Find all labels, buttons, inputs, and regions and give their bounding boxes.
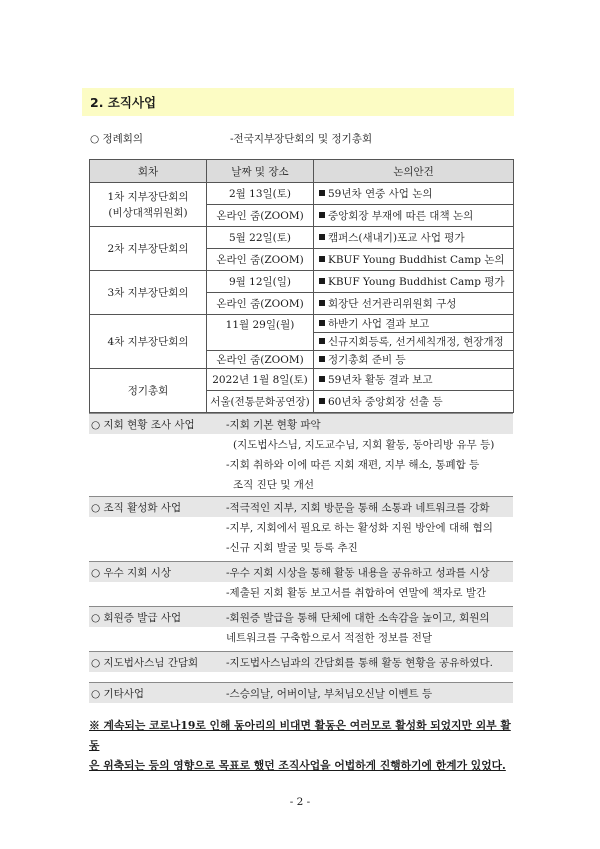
meeting-line xyxy=(90,131,510,147)
section-title: 2. 조직사업 xyxy=(90,95,157,110)
activity-label: ○ 회원증 발급 사업 xyxy=(91,612,182,624)
agenda-cell: 하반기 사업 결과 보고 xyxy=(314,315,514,333)
activity-line: (지도법사스님, 지도교수님, 지회 활동, 동아리방 유무 등) xyxy=(233,439,495,451)
activity-line: 네트워크를 구축함으로서 적절한 정보를 전달 xyxy=(226,632,433,644)
activity-block-misc xyxy=(89,682,513,703)
activity-label: ○ 지회 현황 조사 사업 xyxy=(91,419,195,431)
date-cell: 9월 12일(일) xyxy=(207,271,314,293)
meeting-label: ○ 정례회의 xyxy=(90,133,144,145)
page-number: - 2 - xyxy=(289,796,311,808)
activity-line: -스승의날, 어버이날, 부처님오신날 이벤트 등 xyxy=(226,688,433,700)
bullet-icon xyxy=(319,256,325,262)
activity-label: ○ 우수 지회 시상 xyxy=(91,567,172,579)
date-cell: 5월 22일(토) xyxy=(207,227,314,249)
bullet-icon xyxy=(319,376,325,382)
activity-label: ○ 기타사업 xyxy=(91,688,145,700)
activity-line: -적극적인 지부, 지회 방문을 통해 소통과 네트워크를 강화 xyxy=(226,502,490,514)
activity-block-branch-award xyxy=(89,561,513,602)
activity-line: -신규 지회 발굴 및 등록 추진 xyxy=(226,542,358,554)
meeting-schedule-table xyxy=(89,159,514,413)
header-date-place: 날짜 및 장소 xyxy=(207,160,314,183)
activity-line: -회원증 발급을 통해 단체에 대한 소속감을 높이고, 회원의 xyxy=(226,612,490,624)
activity-line: -지도법사스님과의 간담회를 통해 활동 현황을 공유하였다. xyxy=(226,657,494,669)
agenda-cell: 중앙회장 부재에 따른 대책 논의 xyxy=(314,205,514,227)
note-line: ※ 계속되는 코로나19로 인해 동아리의 비대면 활동은 여러모로 활성화 되었지만 외부 활동 xyxy=(89,719,511,752)
place-cell: 온라인 줌(ZOOM) xyxy=(207,205,314,227)
place-cell: 온라인 줌(ZOOM) xyxy=(207,351,314,369)
agenda-cell: 59년차 활동 결과 보고 xyxy=(314,369,514,391)
table-row xyxy=(90,183,514,205)
agenda-cell: 60년차 중앙회장 선출 등 xyxy=(314,391,514,413)
agenda-cell: 회장단 선거관리위원회 구성 xyxy=(314,293,514,315)
agenda-cell: 59년차 연중 사업 논의 xyxy=(314,183,514,205)
activity-block-branch-survey xyxy=(89,413,513,494)
agenda-cell: KBUF Young Buddhist Camp 논의 xyxy=(314,249,514,271)
table-row xyxy=(90,271,514,293)
activity-line: -우수 지회 시상을 통해 활동 내용을 공유하고 성과를 시상 xyxy=(226,567,490,579)
agenda-cell: 신규지회등록, 선거세칙개정, 현장개정 xyxy=(314,333,514,351)
table-row xyxy=(90,315,514,333)
agenda-cell: 캠퍼스(새내기)포교 사업 평가 xyxy=(314,227,514,249)
round-cell: 2차 지부장단회의 xyxy=(90,227,207,271)
table-row xyxy=(90,227,514,249)
bullet-icon xyxy=(319,300,325,306)
table-row xyxy=(90,369,514,391)
activity-line: -지부, 지회에서 필요로 하는 활성화 지원 방안에 대해 협의 xyxy=(226,522,493,534)
bullet-icon xyxy=(319,356,325,362)
activity-line: -지회 취하와 이에 따른 지회 재편, 지부 해소, 통폐합 등 xyxy=(226,459,480,471)
bullet-icon xyxy=(319,338,325,344)
note-line: 은 위축되는 등의 영향으로 목표로 했던 조직사업을 어법하게 진행하기에 한계가 있었다. xyxy=(89,759,506,772)
activity-block-org-activation xyxy=(89,496,513,557)
activity-block-monk-meeting xyxy=(89,651,513,672)
bullet-icon xyxy=(319,234,325,240)
header-agenda: 논의안건 xyxy=(314,160,514,183)
bullet-icon xyxy=(319,278,325,284)
round-cell: 3차 지부장단회의 xyxy=(90,271,207,315)
place-cell: 온라인 줌(ZOOM) xyxy=(207,249,314,271)
bullet-icon xyxy=(319,190,325,196)
bullet-icon xyxy=(319,398,325,404)
date-cell: 2022년 1월 8일(토) xyxy=(207,369,314,391)
header-round: 회차 xyxy=(90,160,207,183)
round-cell: 4차 지부장단회의 xyxy=(90,315,207,369)
bullet-icon xyxy=(319,212,325,218)
agenda-cell: 정기총회 준비 등 xyxy=(314,351,514,369)
summary-note xyxy=(89,716,513,776)
section-title-bar xyxy=(82,88,514,116)
round-cell: 1차 지부장단회의 (비상대책위원회) xyxy=(90,183,207,227)
date-cell: 11월 29일(월) xyxy=(207,315,314,351)
activity-line: 조직 진단 및 개선 xyxy=(233,479,315,491)
activity-label: ○ 지도법사스님 간담회 xyxy=(91,657,199,669)
date-cell: 2월 13일(토) xyxy=(207,183,314,205)
activity-line: -지회 기본 현황 파악 xyxy=(226,419,321,431)
place-cell: 서울(전통문화공연장) xyxy=(207,391,314,413)
round-cell: 정기총회 xyxy=(90,369,207,413)
meeting-value: -전국지부장단회의 및 정기총회 xyxy=(230,133,373,145)
activity-line: -제출된 지회 활동 보고서를 취합하여 연말에 책자로 발간 xyxy=(226,587,487,599)
table-header-row xyxy=(90,160,514,183)
place-cell: 온라인 줌(ZOOM) xyxy=(207,293,314,315)
activity-block-membership-card xyxy=(89,606,513,647)
activity-label: ○ 조직 활성화 사업 xyxy=(91,502,182,514)
agenda-cell: KBUF Young Buddhist Camp 평가 xyxy=(314,271,514,293)
bullet-icon xyxy=(319,320,325,326)
